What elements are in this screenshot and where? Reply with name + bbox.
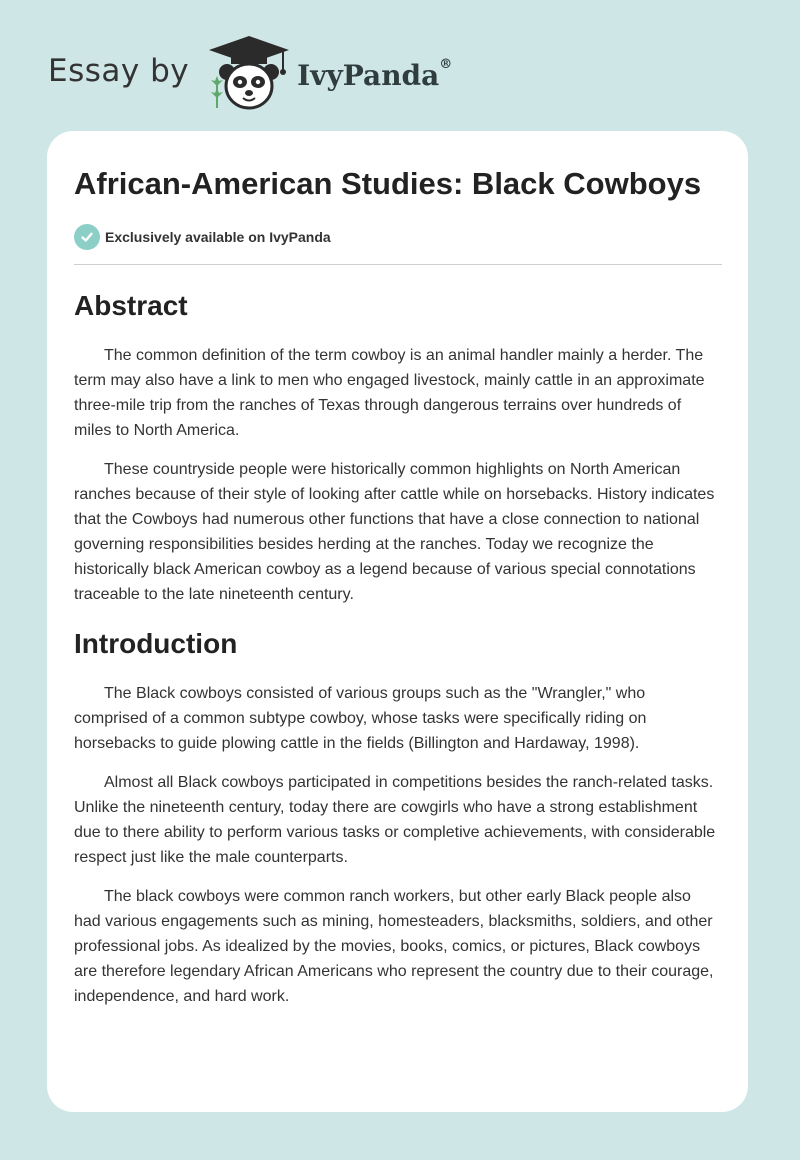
page-title: African-American Studies: Black Cowboys (74, 166, 702, 201)
brand-name[interactable]: IvyPanda® (297, 57, 453, 92)
site-header (48, 34, 452, 114)
section-heading: Introduction (74, 628, 238, 659)
title-divider (74, 264, 722, 265)
paragraph: The common definition of the term cowboy is an animal handler mainly a herder. The term may also have a link to men who engaged livestock, mainly cattle in an approximate three-mile trip from the ranches of Texas through dangerous terrains over hundreds of miles to North America. (74, 347, 705, 439)
essay-by-label: Essay by (48, 53, 190, 89)
section-abstract (74, 291, 722, 607)
panda-graduate-logo-icon[interactable] (203, 34, 295, 114)
paragraph: Almost all Black cowboys participated in competitions besides the ranch-related tasks. Unlike the nineteenth century, today there are cowgirls who have a strong establishment due to there ability to perform various tasks or completive achievements, with considerable respect just like the male counterparts. (74, 774, 716, 866)
section-heading: Abstract (74, 290, 188, 321)
section-introduction (74, 629, 722, 1009)
paragraph: The Black cowboys consisted of various groups such as the "Wrangler," who comprised of a common subtype cowboy, whose tasks were specifically riding on horsebacks to guide plowing cattle in the fields (Billington and Hardaway, 1998). (74, 685, 647, 752)
paragraph: These countryside people were historically common highlights on North American ranches because of their style of looking after cattle while on horsebacks. History indicates that the Cowboys had numerous other functions that have a close connection to national governing responsibilities besides herding at the ranches. Today we recognize the historically black American cowboy as a legend because of various special connotations traceable to the late nineteenth century. (74, 461, 715, 603)
paragraph: The black cowboys were common ranch workers, but other early Black people also had various engagements such as mining, homesteaders, blacksmiths, soldiers, and other professional jobs. As idealized by the movies, books, comics, or pictures, Black cowboys are therefore legendary African Americans who represent the country due to their courage, independence, and hard work. (74, 888, 714, 1005)
essay-card (47, 131, 748, 1112)
exclusive-badge (74, 223, 722, 251)
check-icon (74, 224, 100, 250)
exclusive-label: Exclusively available on IvyPanda (105, 229, 331, 245)
